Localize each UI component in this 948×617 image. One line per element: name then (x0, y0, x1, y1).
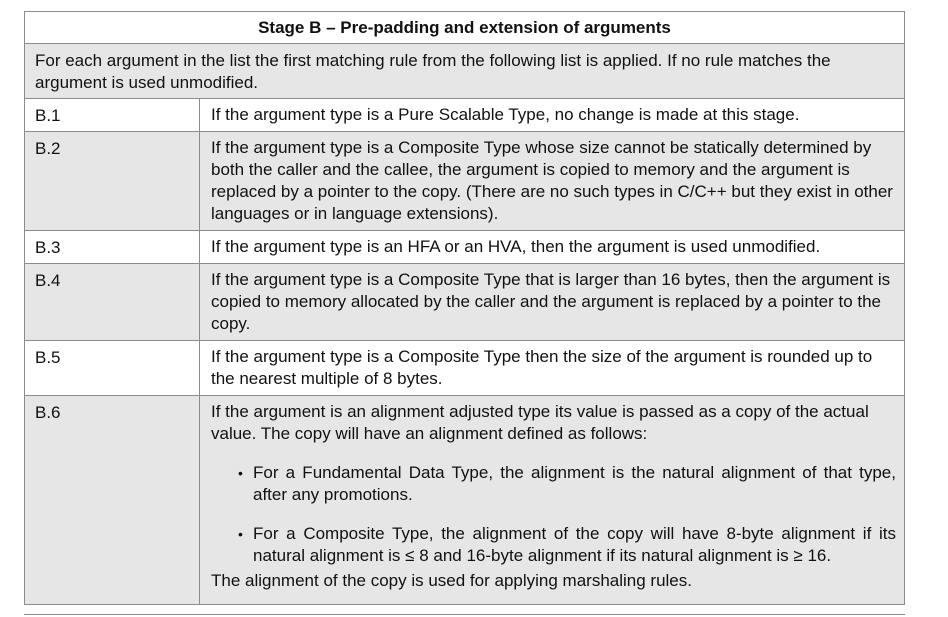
bullet-text: For a Fundamental Data Type, the alignment is the natural alignment of that type, after any promotions. (253, 463, 896, 504)
rule-text: If the argument type is a Composite Type then the size of the argument is rounded up to the nearest multiple of 8 bytes. (211, 347, 873, 388)
bullet-item (211, 523, 896, 567)
bullet-icon: • (238, 465, 243, 481)
divider (24, 614, 905, 615)
bullet-text: For a Composite Type, the alignment of the copy will have 8-byte alignment if its natural alignment is ≤ 8 and 16-byte alignment if its natural alignment is ≥ 16. (253, 524, 896, 565)
rules-table (24, 11, 905, 605)
rule-text: If the argument type is a Composite Type that is larger than 16 bytes, then the argument is copied to memory allocated by the caller and the argument is replaced by a pointer to the copy. (211, 270, 891, 333)
rule-text: If the argument is an alignment adjusted type its value is passed as a copy of the actual value. The copy will have an alignment defined as follows: (211, 402, 869, 443)
rule-text-block (201, 396, 904, 605)
bullet-list (211, 462, 896, 567)
rule-id: B.6 (25, 396, 200, 605)
bullet-item (211, 462, 896, 506)
table-row (25, 396, 904, 605)
rule-text: If the argument type is a Pure Scalable Type, no change is made at this stage. (211, 105, 800, 124)
table-row (25, 99, 904, 132)
rule-id: B.2 (25, 132, 200, 230)
rule-id: B.4 (25, 264, 200, 340)
table-title: Stage B – Pre-padding and extension of arguments (25, 12, 904, 44)
rule-note: The alignment of the copy is used for applying marshaling rules. (211, 571, 692, 590)
rule-id: B.3 (25, 231, 200, 263)
table-intro: For each argument in the list the first matching rule from the following list is applied. If no rule matches the argument is used unmodified. (25, 44, 904, 99)
table-row (25, 132, 904, 231)
bullet-icon: • (238, 526, 243, 542)
rule-text: If the argument type is a Composite Type whose size cannot be statically determined by both the caller and the callee, the argument is copied to memory and the argument is replaced by a pointer to the copy. (There are no such types in C/C++ but they exist in other languages or in language extensions). (211, 138, 893, 223)
rule-text: If the argument type is an HFA or an HVA, then the argument is used unmodified. (211, 237, 821, 256)
table-row (25, 231, 904, 264)
table-row (25, 341, 904, 396)
rule-id: B.1 (25, 99, 200, 131)
rule-id: B.5 (25, 341, 200, 395)
table-row (25, 264, 904, 341)
